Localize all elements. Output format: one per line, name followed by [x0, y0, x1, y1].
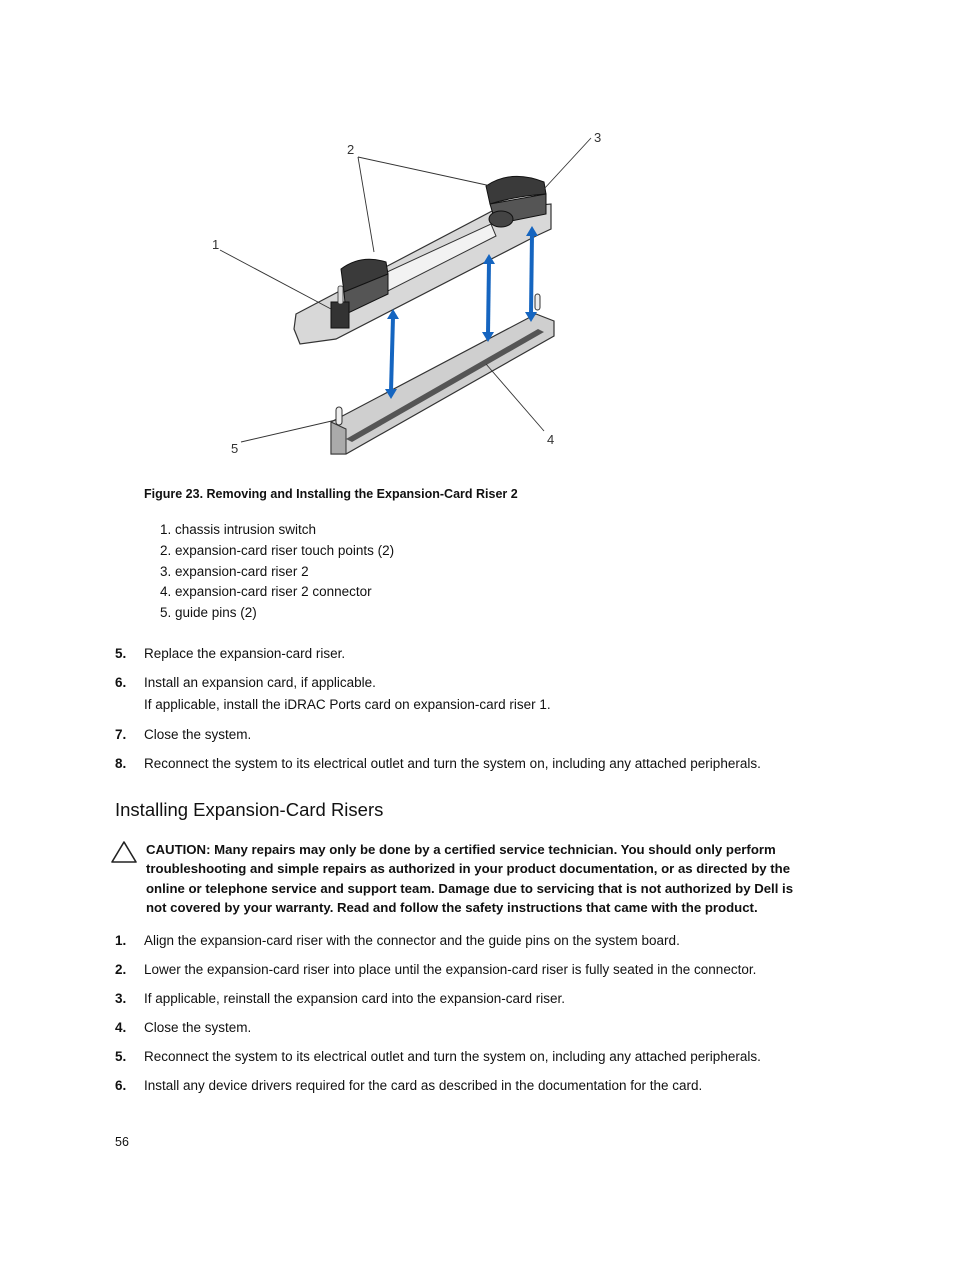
riser-latch [489, 211, 513, 227]
step-number: 6. [115, 1078, 127, 1093]
step-text: Install any device drivers required for the card as described in the documentation for the card. [144, 1078, 703, 1093]
step-note-text: If applicable, install the iDRAC Ports card on expansion-card riser 1. [144, 697, 551, 712]
callout-1: 1 [212, 237, 220, 252]
step-text: Reconnect the system to its electrical outlet and turn the system on, including any attached peripherals. [144, 1049, 761, 1064]
caution-note: CAUTION: Many repairs may only be done by a certified service technician. You should only perform troubleshooting and simple repairs as authorized in your product documentation, or as directed by the online or telephone service and support team. Damage due to servicing that is not authorized by Dell is not covered by your warranty. Read and follow the safety instructions that came with the product. [146, 842, 794, 916]
arrow-shaft [391, 317, 393, 391]
callout-3: 3 [594, 130, 602, 145]
figure-caption: Figure 23. Removing and Installing the Expansion-Card Riser 2 [144, 487, 518, 501]
page-number: 56 [115, 1135, 129, 1149]
legend-item: 2. expansion-card riser touch points (2) [160, 542, 395, 558]
step-text: Close the system. [144, 1020, 252, 1035]
legend-item: 4. expansion-card riser 2 connector [160, 584, 372, 600]
step-number: 2. [115, 962, 127, 977]
step-text: Close the system. [144, 727, 252, 742]
callout-4: 4 [547, 432, 555, 447]
arrow-shaft [531, 234, 532, 314]
riser-connector [331, 314, 554, 454]
legend-item: 1. chassis intrusion switch [160, 522, 317, 537]
step-number: 5. [115, 1049, 127, 1064]
callout-5: 5 [231, 441, 239, 456]
step-number: 1. [115, 933, 127, 948]
step-text: Reconnect the system to its electrical outlet and turn the system on, including any attached peripherals. [144, 756, 761, 771]
guide-pin-back [535, 294, 540, 310]
guide-pin-front [336, 407, 342, 425]
step-text: Install an expansion card, if applicable. [144, 675, 376, 690]
step-text: Replace the expansion-card riser. [144, 646, 346, 661]
figure-legend [160, 520, 394, 624]
legend-item: 5. guide pins (2) [160, 605, 257, 621]
step-number: 7. [115, 727, 127, 742]
caution-icon [110, 840, 138, 864]
section-heading: Installing Expansion-Card Risers [115, 799, 384, 820]
step-number: 5. [115, 646, 127, 661]
step-number: 4. [115, 1020, 127, 1035]
step-number: 6. [115, 675, 127, 690]
step-text: If applicable, reinstall the expansion card into the expansion-card riser. [144, 991, 565, 1006]
step-text: Align the expansion-card riser with the connector and the guide pins on the system board. [144, 933, 680, 948]
step-number: 8. [115, 756, 127, 771]
arrow-shaft [488, 262, 489, 334]
callout-2: 2 [347, 142, 355, 157]
legend-item: 3. expansion-card riser 2 [160, 563, 309, 579]
riser-illustration [196, 124, 616, 464]
step-number: 3. [115, 991, 127, 1006]
step-text: Lower the expansion-card riser into place until the expansion-card riser is fully seated in the connector. [144, 962, 757, 977]
